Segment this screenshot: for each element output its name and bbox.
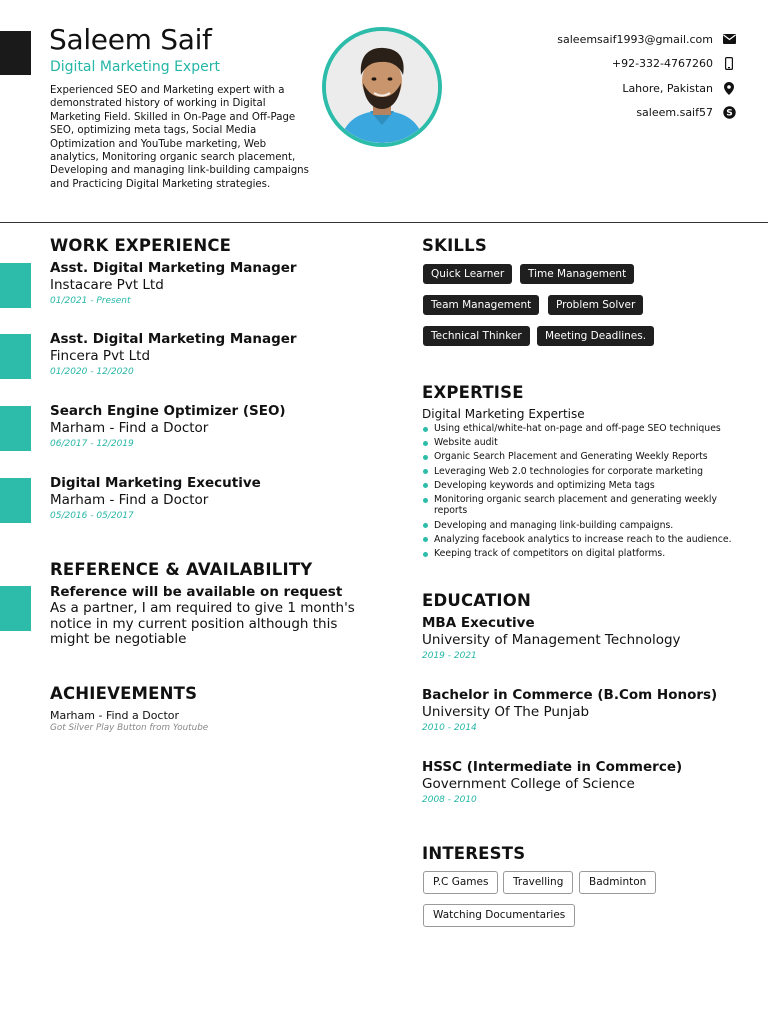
envelope-icon xyxy=(722,32,736,46)
reference-heading: REFERENCE & AVAILABILITY xyxy=(50,560,313,579)
achievement-detail: Got Silver Play Button from Youtube xyxy=(50,723,209,733)
job-dates: 05/2016 - 05/2017 xyxy=(50,511,134,521)
expertise-list xyxy=(422,423,738,562)
skill-tag: Technical Thinker xyxy=(423,326,530,346)
education-school: Government College of Science xyxy=(422,776,635,792)
job-company: Marham - Find a Doctor xyxy=(50,420,209,436)
job-title: Search Engine Optimizer (SEO) xyxy=(50,403,286,419)
reference-text: As a partner, I am required to give 1 month's notice in my current position although this might be negotiable xyxy=(50,600,355,647)
job-title: Asst. Digital Marketing Manager xyxy=(50,260,297,276)
expertise-item: Website audit xyxy=(422,437,738,448)
svg-text:S: S xyxy=(725,108,733,119)
job-company: Fincera Pvt Ltd xyxy=(50,348,151,364)
work-experience-heading: WORK EXPERIENCE xyxy=(50,236,232,255)
contact-location-row xyxy=(476,76,736,101)
expertise-item: Developing and managing link-building campaigns. xyxy=(422,520,738,531)
expertise-item: Organic Search Placement and Generating Weekly Reports xyxy=(422,451,738,462)
job-marker xyxy=(0,334,31,379)
job-marker xyxy=(0,406,31,451)
reference-block xyxy=(50,584,380,648)
mobile-phone-icon xyxy=(722,57,736,71)
job-dates: 01/2020 - 12/2020 xyxy=(50,367,134,377)
expertise-item: Leveraging Web 2.0 technologies for corporate marketing xyxy=(422,466,738,477)
job-entry xyxy=(50,260,297,306)
expertise-item: Monitoring organic search placement and generating weekly reports xyxy=(422,494,738,517)
education-heading: EDUCATION xyxy=(422,591,531,610)
education-degree: HSSC (Intermediate in Commerce) xyxy=(422,759,683,775)
education-entry xyxy=(422,687,717,733)
expertise-heading: EXPERTISE xyxy=(422,383,524,402)
education-entry xyxy=(422,759,682,805)
interest-tag: Travelling xyxy=(503,871,573,894)
skill-tag: Problem Solver xyxy=(548,295,643,315)
education-degree: Bachelor in Commerce (B.Com Honors) xyxy=(422,687,718,703)
expertise-item: Using ethical/white-hat on-page and off-page SEO techniques xyxy=(422,423,738,434)
expertise-item: Developing keywords and optimizing Meta tags xyxy=(422,480,738,491)
job-entry xyxy=(50,331,297,377)
job-dates: 06/2017 - 12/2019 xyxy=(50,439,134,449)
job-marker xyxy=(0,263,31,308)
header-accent-bar xyxy=(0,31,31,75)
interests-heading: INTERESTS xyxy=(422,844,526,863)
education-school: University Of The Punjab xyxy=(422,704,590,720)
interest-tag: Badminton xyxy=(579,871,656,894)
skill-tag: Team Management xyxy=(423,295,539,315)
contact-location: Lahore, Pakistan xyxy=(622,81,713,95)
profile-photo xyxy=(322,27,442,147)
job-title: Asst. Digital Marketing Manager xyxy=(50,331,297,347)
achievements-heading: ACHIEVEMENTS xyxy=(50,684,198,703)
expertise-subtitle: Digital Marketing Expertise xyxy=(422,407,585,421)
contact-email-row xyxy=(476,27,736,52)
skype-icon xyxy=(722,106,736,120)
contact-phone[interactable]: +92-332-4767260 xyxy=(611,57,713,71)
profile-summary: Experienced SEO and Marketing expert with a demonstrated history of working in Digital Marketing Field. Skilled in On-Page and Off-Page SEO, optimizing meta tags, Social Media Optimization and YouTube marketing, Web analytics, Monitoring organic search placement, Developing and managing link-building campaigns and Practicing Digital Marketing strategies. xyxy=(50,85,309,190)
job-dates: 01/2021 - Present xyxy=(50,296,131,306)
achievement-title: Marham - Find a Doctor xyxy=(50,709,180,722)
expertise-item: Analyzing facebook analytics to increase reach to the audience. xyxy=(422,534,738,545)
job-marker xyxy=(0,478,31,523)
candidate-name: Saleem Saif xyxy=(49,23,212,56)
contact-phone-row xyxy=(476,52,736,77)
skill-tag: Time Management xyxy=(520,264,634,284)
contact-email[interactable]: saleemsaif1993@gmail.com xyxy=(557,32,713,46)
skill-tag: Meeting Deadlines. xyxy=(537,326,654,346)
education-dates: 2008 - 2010 xyxy=(422,795,477,805)
job-company: Marham - Find a Doctor xyxy=(50,492,209,508)
education-dates: 2010 - 2014 xyxy=(422,723,477,733)
contact-block xyxy=(476,27,736,125)
contact-skype-row xyxy=(476,101,736,126)
education-school: University of Management Technology xyxy=(422,632,681,648)
expertise-item: Keeping track of competitors on digital platforms. xyxy=(422,548,738,559)
map-pin-icon xyxy=(722,81,736,95)
job-company: Instacare Pvt Ltd xyxy=(50,277,164,293)
education-dates: 2019 - 2021 xyxy=(422,651,477,661)
job-entry xyxy=(50,403,286,449)
education-entry xyxy=(422,615,681,661)
job-title: Digital Marketing Executive xyxy=(50,475,261,491)
interest-tag: P.C Games xyxy=(423,871,498,894)
contact-skype[interactable]: saleem.saif57 xyxy=(636,106,713,120)
profile-photo-illustration xyxy=(326,31,438,143)
achievement-item xyxy=(50,709,208,733)
interest-tag: Watching Documentaries xyxy=(423,904,575,927)
skill-tag: Quick Learner xyxy=(423,264,512,284)
reference-marker xyxy=(0,586,31,631)
education-degree: MBA Executive xyxy=(422,615,535,631)
reference-title: Reference will be available on request xyxy=(50,584,343,600)
job-entry xyxy=(50,475,261,521)
candidate-role: Digital Marketing Expert xyxy=(50,59,220,75)
skills-heading: SKILLS xyxy=(422,236,487,255)
header-divider xyxy=(0,222,768,223)
